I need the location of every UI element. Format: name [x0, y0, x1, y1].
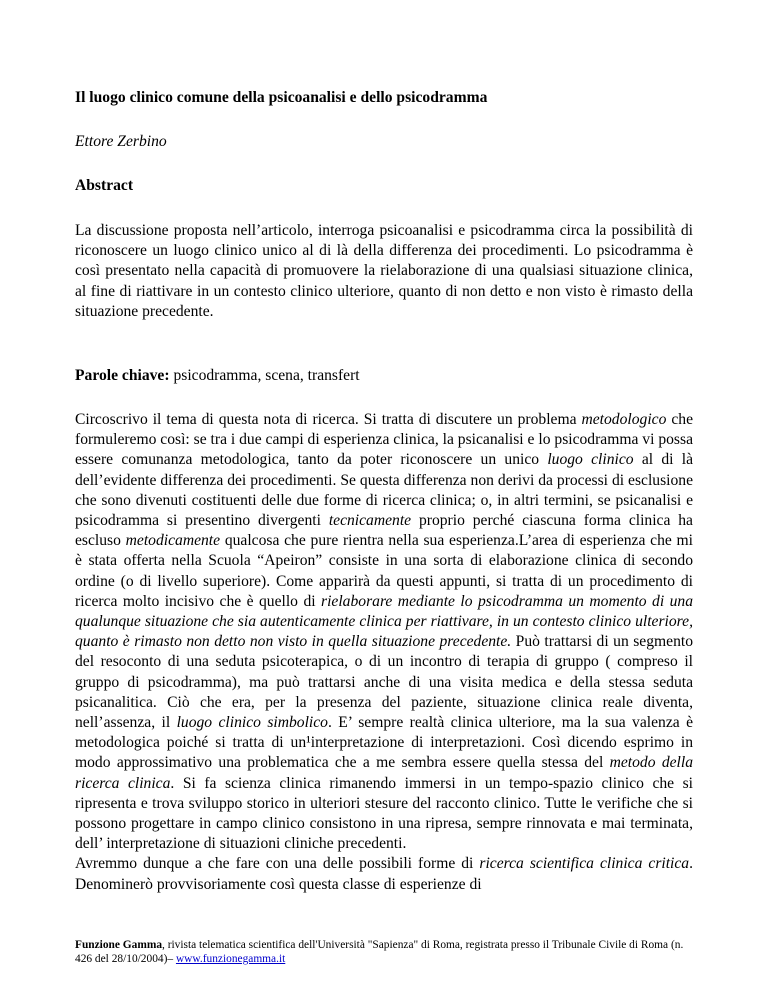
- keywords-text: psicodramma, scena, transfert: [173, 367, 360, 384]
- abstract-heading: Abstract: [75, 177, 134, 194]
- text-run: . Si fa scienza clinica rimanendo immersi in un tempo-spazio clinico che si ripresenta e trova sviluppo storico in ulteriori stesure del racconto clinico. Tutte le verifiche che si possono progettare in campo clinico consistono in una ripresa, sempre rinnovata e mai terminata, dell’ interpretazione di situazioni cliniche precedenti.: [75, 774, 693, 853]
- article-title: Il luogo clinico comune della psicoanalisi e dello psicodramma: [75, 89, 488, 106]
- text-run: Avremmo dunque a che fare con una delle possibili forme di: [75, 855, 480, 873]
- emphasis: luogo clinico simbolico: [176, 714, 328, 732]
- emphasis: metodicamente: [125, 532, 221, 550]
- body-paragraph-2: [75, 854, 693, 894]
- keywords-label: Parole chiave:: [75, 367, 170, 384]
- emphasis: rielaborare mediante lo psicodramma un momento di una qualunque situazione che sia autenticamente clinica per riattivare, in un contesto clinico ulteriore, quanto è rimasto non detto non visto in quella situazione precedente.: [75, 592, 694, 651]
- page-footer: [75, 938, 693, 966]
- text-run: . Denominerò provvisoriamente così questa classe di esperienze di: [75, 855, 694, 893]
- journal-name: Funzione Gamma: [75, 939, 163, 951]
- text-run: . E’ sempre realtà clinica ulteriore, ma la sua valenza è metodologica poiché si tratta di un¹interpretazione di interpretazioni. Così dicendo esprimo in modo approssimativo una problematica che a me sembra essere quella stessa del: [75, 714, 693, 772]
- text-run: al di là dell’evidente differenza dei procedimenti. Se questa differenza non derivi da processi di esclusione che sono divenuti costituenti delle due forme di ricerca clinica; o, in altri termini, se psicanalisi e psicodramma si presentino divergenti: [75, 451, 694, 530]
- emphasis: metodo della ricerca clinica: [75, 754, 693, 792]
- abstract-text: La discussione proposta nell’articolo, interroga psicoanalisi e psicodramma circa la possibilità di riconoscere un luogo clinico unico al di là della differenza dei procedimenti. Lo psicodramma è così presentato nella capacità di promuovere la rielaborazione di una qualsiasi situazione clinica, al fine di riattivare in un contesto clinico ulteriore, quanto di non detto e non visto è rimasto della situazione precedente.: [75, 222, 693, 320]
- footer-text: , rivista telematica scientifica dell'Università "Sapienza" di Roma, registrata presso il Tribunale Civile di Roma (n. 426 del 28/10/2004)–: [75, 939, 684, 965]
- article-body: [75, 410, 693, 895]
- text-run: qualcosa che pure rientra nella sua esperienza.L’area di esperienza che mi è stata offerta nella Scuola “Apeiron” consiste in una sorta di elaborazione clinica di secondo ordine (o di livello superiore). Come apparirà da questi appunti, si tratta di un procedimento di ricerca molto incisivo che è quello di: [75, 532, 693, 610]
- text-run: che formuleremo così: se tra i due campi di esperienza clinica, la psicanalisi e lo psicodramma vi possa essere comunanza metodologica, tanto da poter riconoscere un unico: [75, 411, 693, 469]
- author-name: Ettore Zerbino: [75, 133, 167, 150]
- text-run: Può trattarsi di un segmento del resoconto di una seduta psicoterapica, o di un incontro di terapia di gruppo ( compreso il gruppo di psicodramma), ma può trattarsi anche di una visita medica e della stessa seduta psicanalitica. Ciò che era, per la presenza del paziente, situazione clinica reale diventa, nell’assenza, il: [75, 633, 693, 732]
- website-link[interactable]: www.funzionegamma.it: [175, 953, 286, 965]
- emphasis: tecnicamente: [328, 512, 412, 530]
- keywords-line: [75, 366, 360, 386]
- emphasis: metodologico: [581, 411, 667, 428]
- text-run: proprio perché ciascuna forma clinica ha escluso: [75, 512, 693, 550]
- body-paragraph-1: [75, 410, 693, 854]
- emphasis: ricerca scientifica clinica critica: [479, 855, 690, 873]
- emphasis: luogo clinico: [547, 451, 634, 469]
- text-run: Circoscrivo il tema di questa nota di ricerca. Si tratta di discutere un problema: [75, 411, 582, 428]
